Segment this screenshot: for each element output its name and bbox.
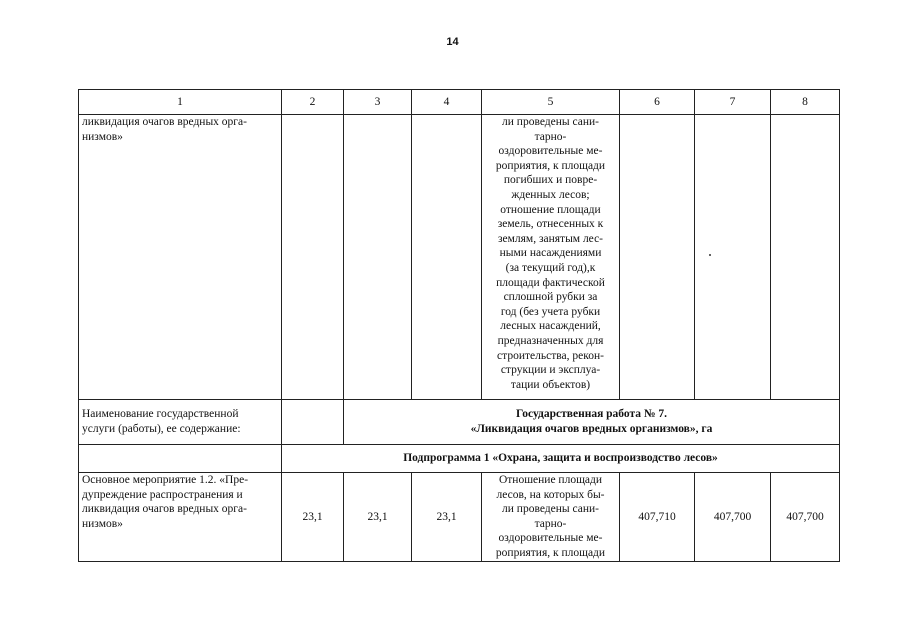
value-cell: 407,710 [620, 473, 695, 562]
activity-name-cell [79, 115, 282, 400]
text-line: строительства, рекон- [497, 349, 604, 362]
data-table [78, 89, 840, 562]
empty-cell [79, 445, 282, 473]
column-number: 6 [620, 90, 695, 115]
indicator-cell [482, 473, 620, 562]
text-line: земель, отнесенных к [497, 218, 604, 231]
text-line: тарно- [534, 517, 567, 530]
text-line: лесных насаждений, [500, 320, 601, 333]
activity-row [79, 473, 840, 562]
text-line: ли проведены сани- [502, 116, 599, 128]
text-line: ликвидация очагов вредных орга- [82, 116, 247, 128]
column-number: 4 [412, 90, 482, 115]
empty-cell [620, 115, 695, 400]
column-number: 2 [282, 90, 344, 115]
text-line: ли проведены сани- [502, 503, 599, 516]
service-label-cell [79, 400, 282, 445]
column-number-row [79, 90, 840, 115]
page-number: 14 [446, 36, 459, 48]
continuation-row [79, 115, 840, 400]
text-line: дупреждение распространения и [82, 488, 243, 501]
empty-cell [771, 115, 840, 400]
text-line: погибших и повре- [503, 174, 598, 187]
column-number: 8 [771, 90, 840, 115]
column-number: 3 [344, 90, 412, 115]
text-line: низмов» [82, 517, 123, 530]
text-line: низмов» [82, 130, 123, 143]
text-line: землям, занятым лес- [497, 232, 604, 245]
value-cell: 407,700 [695, 473, 771, 562]
text-line: услуги (работы), ее содержание: [82, 423, 241, 435]
empty-cell [282, 400, 344, 445]
state-work-cell [344, 400, 840, 445]
activity-name-cell [79, 473, 282, 562]
empty-cell [412, 115, 482, 400]
text-line: Основное мероприятие 1.2. «Пре- [82, 474, 249, 486]
text-line: год (без учета рубки [500, 305, 601, 318]
state-work-title: Государственная работа № 7. [516, 408, 667, 421]
service-row [79, 400, 840, 445]
column-number: 7 [695, 90, 771, 115]
text-line: роприятия, к площади [495, 159, 606, 172]
value-cell: 407,700 [771, 473, 840, 562]
empty-cell [282, 115, 344, 400]
text-line: Наименование государственной [82, 408, 239, 421]
text-line: лесов, на которых бы- [496, 488, 605, 501]
text-line: тации объектов) [510, 378, 591, 391]
text-line: оздоровительные ме- [498, 145, 603, 158]
empty-cell [695, 115, 771, 400]
text-line: тарно- [534, 130, 567, 143]
text-line: ликвидация очагов вредных орга- [82, 503, 247, 516]
indicator-cell [482, 115, 620, 400]
text-line: площади фактической [496, 276, 605, 289]
column-number: 1 [79, 90, 282, 115]
text-line: предназначенных для [497, 334, 604, 347]
text-line: ными насаждениями [499, 247, 602, 260]
text-line: оздоровительные ме- [498, 532, 603, 545]
subprogram-row [79, 445, 840, 473]
text-line: струкции и эксплуа- [500, 364, 601, 377]
value-cell: 23,1 [412, 473, 482, 562]
value-cell: 23,1 [282, 473, 344, 562]
text-line: отношение площади [500, 203, 601, 216]
value-cell: 23,1 [344, 473, 412, 562]
text-line: роприятия, к площади [495, 546, 606, 559]
text-line: Отношение площади [498, 474, 603, 486]
column-number: 5 [482, 90, 620, 115]
text-line: сплошной рубки за [503, 291, 598, 304]
state-work-name: «Ликвидация очагов вредных организмов», га [470, 423, 713, 435]
empty-cell [344, 115, 412, 400]
text-line: жденных лесов; [511, 188, 590, 201]
text-line: (за текущий год),к [505, 261, 596, 274]
subprogram-title: Подпрограмма 1 «Охрана, защита и воспроизводство лесов» [282, 445, 840, 473]
